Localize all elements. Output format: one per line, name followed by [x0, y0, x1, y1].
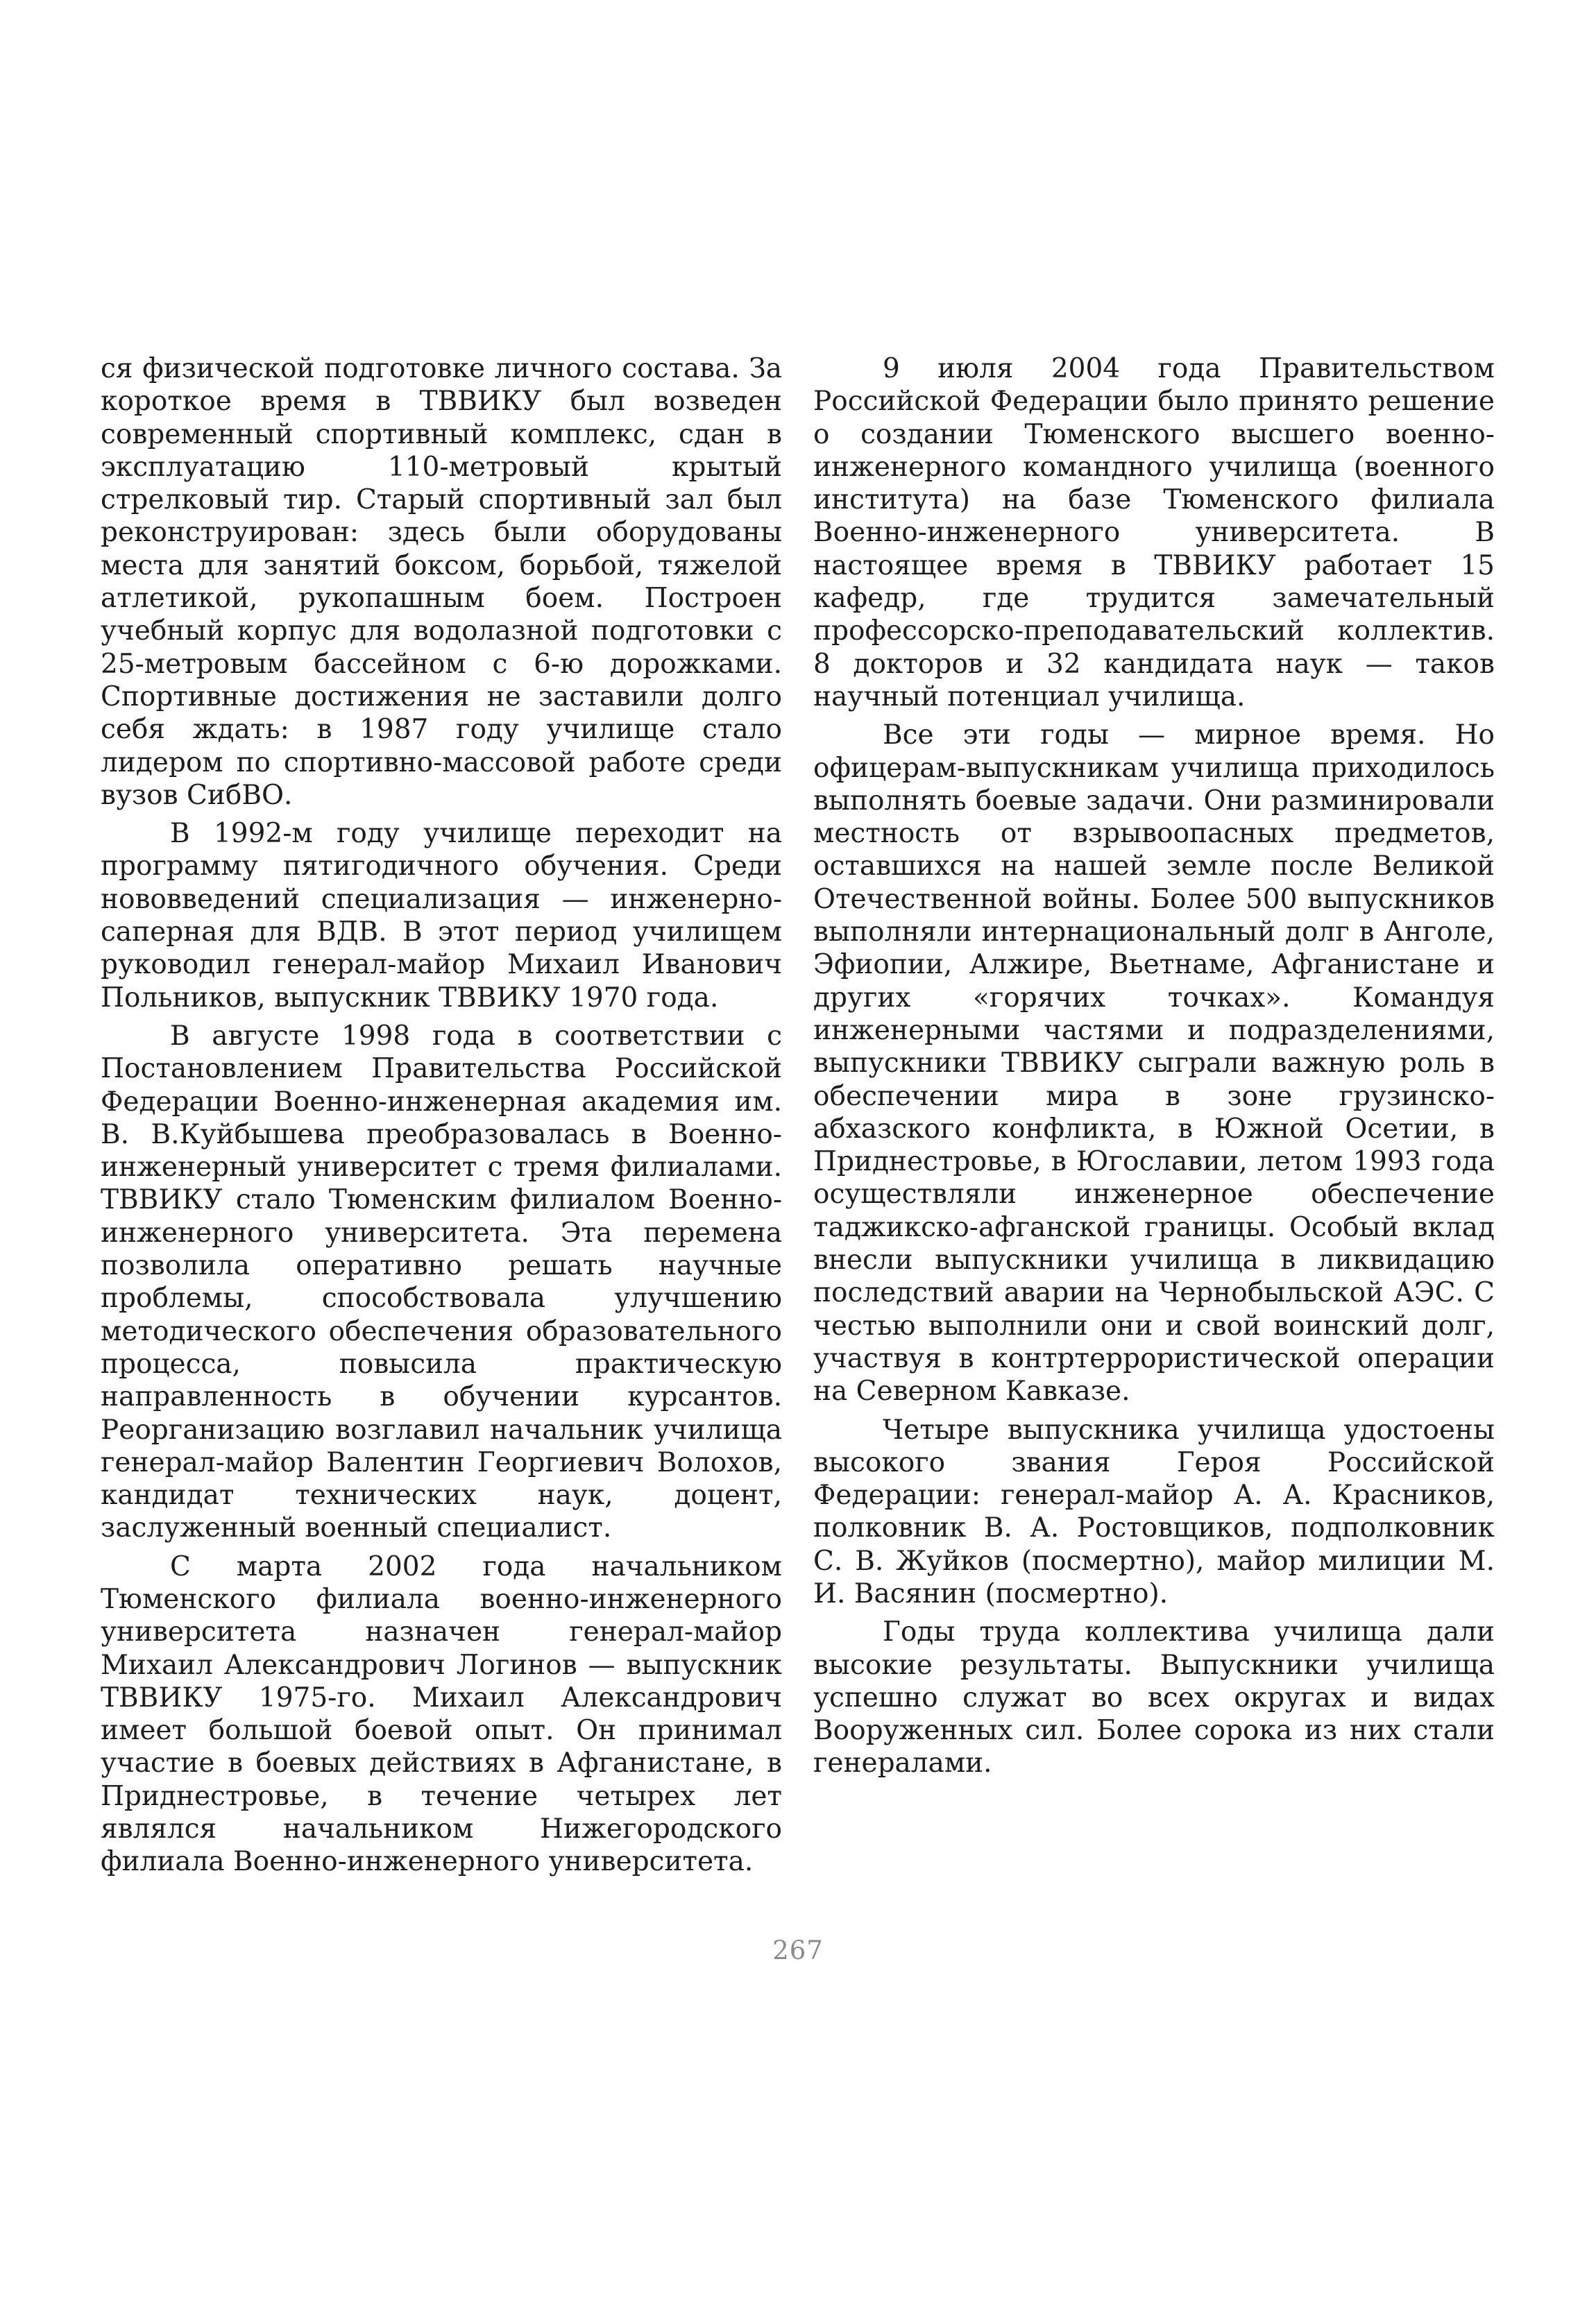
paragraph-1998-reorganization: В августе 1998 года в соответствии с Постановлением Правительства Российской Федерации Военно-инженерная академия им. В. В.Куйбышева преобразовалась в Военно-инженерный университет с тремя филиалами. ТВВИКУ стало Тюменским филиалом Военно-инженерного университета. Эта перемена позволила оперативно решать научные проблемы, способствовала улучшению методического обеспечения образовательного процесса, повысила практическую направленность в обучении курсантов. Реорганизацию возглавил начальник училища генерал-майор Валентин Георгиевич Волохов, кандидат технических наук, доцент, заслуженный военный специалист.	[101, 1020, 782, 1544]
paragraph-results: Годы труда коллектива училища дали высокие результаты. Выпускники училища успешно служат во всех округах и видах Вооруженных сил. Более сорока из них стали генералами.	[813, 1616, 1495, 1779]
right-text-column	[813, 352, 1495, 1780]
paragraph-1992-program: В 1992-м году училище переходит на программу пятигодичного обучения. Среди нововведений специализация — инженерно-саперная для ВДВ. В этот период училищем руководил генерал-майор Михаил Иванович Польников, выпускник ТВВИКУ 1970 года.	[101, 818, 782, 1014]
paragraph-combat-tasks: Все эти годы — мирное время. Но офицерам-выпускникам училища приходилось выполнять боевые задачи. Они разминировали местность от взрывоопасных предметов, оставшихся на нашей земле после Великой Отечественной войны. Более 500 выпускников выполняли интернациональный долг в Анголе, Эфиопии, Алжире, Вьетнаме, Афганистане и других «горячих точках». Командуя инженерными частями и подразделениями, выпускники ТВВИКУ сыграли важную роль в обеспечении мира в зоне грузинско-абхазского конфликта, в Южной Осетии, в Приднестровье, в Югославии, летом 1993 года осуществляли инженерное обеспечение таджикско-афганской границы. Особый вклад внесли выпускники училища в ликвидацию последствий аварии на Чернобыльской АЭС. С честью выполнили они и свой воинский долг, участвуя в контртеррористической операции на Северном Кавказе.	[813, 719, 1495, 1408]
paragraph-heroes: Четыре выпускника училища удостоены высокого звания Героя Российской Федерации: генерал-майор А. А. Красников, полковник В. А. Ростовщиков, подполковник С. В. Жуйков (посмертно), майор милиции М. И. Васянин (посмертно).	[813, 1414, 1495, 1609]
page-number: 267	[772, 1936, 824, 1965]
paragraph-2004-decision: 9 июля 2004 года Правительством Российской Федерации было принято решение о создании Тюменского высшего военно-инженерного командного училища (военного института) на базе Тюменского филиала Военно-инженерного университета. В настоящее время в ТВВИКУ работает 15 кафедр, где трудится замечательный профессорско-преподавательский коллектив. 8 докторов и 32 кандидата наук — таков научный потенциал училища.	[813, 353, 1495, 712]
paragraph-2002-commander: С марта 2002 года начальником Тюменского филиала военно-инженерного университета назначен генерал-майор Михаил Александрович Логинов — выпускник ТВВИКУ 1975-го. Михаил Александрович имеет большой боевой опыт. Он принимал участие в боевых действиях в Афганистане, в Приднестровье, в течение четырех лет являлся начальником Нижегородского филиала Военно-инженерного университета.	[101, 1550, 782, 1878]
paragraph-sports-complex: ся физической подготовке личного состава. За короткое время в ТВВИКУ был возведен современный спортивный комплекс, сдан в эксплуатацию 110-метровый крытый стрелковый тир. Старый спортивный зал был реконструирован: здесь были оборудованы места для занятий боксом, борьбой, тяжелой атлетикой, рукопашным боем. Построен учебный корпус для водолазной подготовки с 25-метровым бассейном с 6-ю дорожками. Спортивные достижения не заставили долго себя ждать: в 1987 году училище стало лидером по спортивно-массовой работе среди вузов СибВО.	[101, 353, 782, 811]
left-text-column	[101, 352, 782, 1879]
